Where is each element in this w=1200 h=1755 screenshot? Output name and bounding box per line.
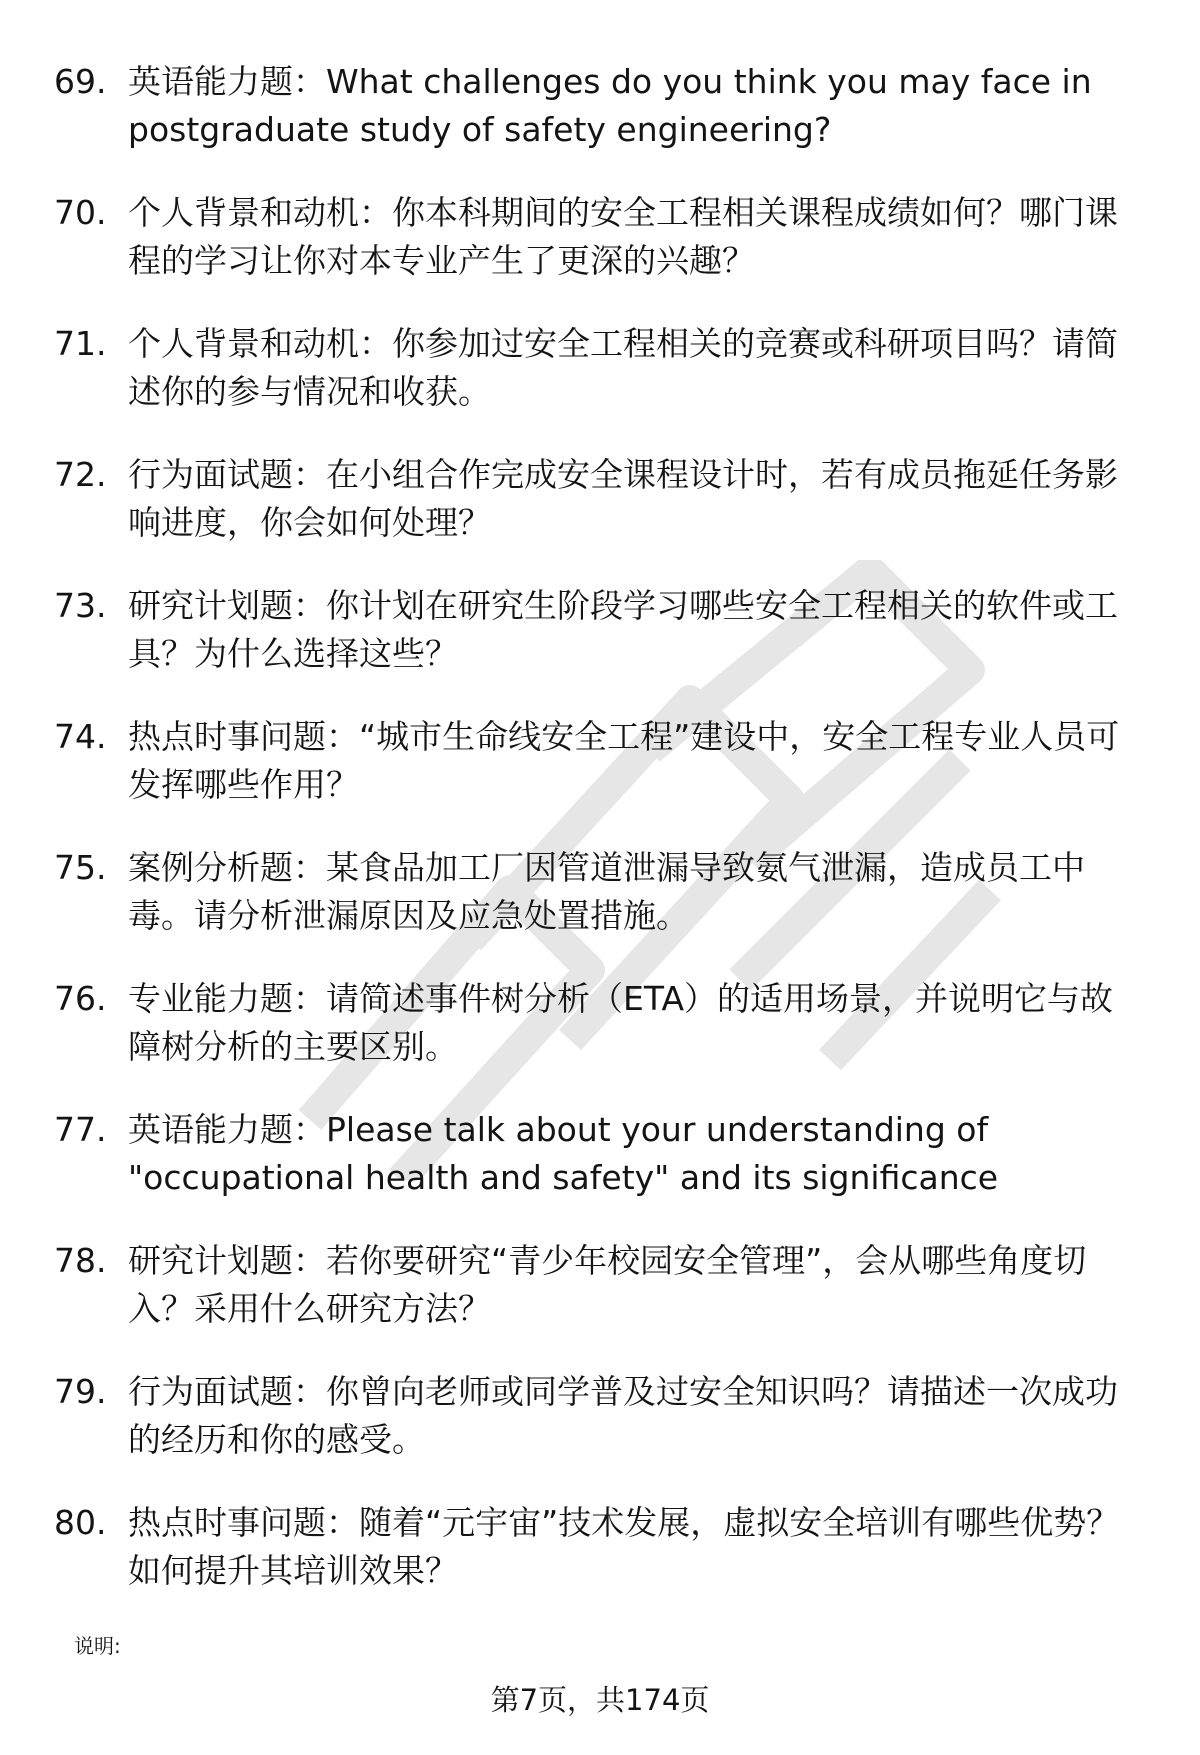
question-category: 行为面试题 ：: [128, 1372, 326, 1411]
question-category: 热点时事问题 ：: [128, 717, 359, 756]
question-text: [128, 844, 1144, 940]
question-text: [128, 58, 1144, 154]
question-number: 76.: [54, 979, 107, 1018]
question-text: [128, 1368, 1144, 1464]
question-item: [54, 189, 1144, 320]
question-number: 71.: [54, 324, 107, 363]
question-item: [54, 713, 1144, 844]
question-item: [54, 1368, 1144, 1499]
question-text: [128, 713, 1144, 809]
question-item: [54, 320, 1144, 451]
question-number: 80.: [54, 1503, 107, 1542]
question-item: [54, 58, 1144, 189]
question-category: 热点时事问题 ：: [128, 1503, 359, 1542]
page-number: 第7页，共174页: [490, 1683, 710, 1717]
question-item: [54, 1106, 1144, 1237]
question-item: [54, 451, 1144, 582]
question-item: [54, 1237, 1144, 1368]
question-item: [54, 975, 1144, 1106]
question-category: 个人背景和动机 ：: [128, 193, 392, 232]
question-body: 某食品加工厂因管道泄漏导致氨气泄漏，造成员工中毒。请分析泄漏原因及应急处置措施。: [128, 848, 1085, 935]
question-body: 若你要研究“青少年校园安全管理”，会从哪些角度切入？采用什么研究方法？: [128, 1241, 1087, 1328]
question-item: [54, 582, 1144, 713]
question-item: [54, 844, 1144, 975]
question-text: [128, 189, 1144, 285]
question-number: 70.: [54, 193, 107, 232]
question-body: “城市生命线安全工程”建设中，安全工程专业人员可发挥哪些作用？: [128, 717, 1120, 804]
question-text: [128, 1237, 1144, 1333]
question-body: 在小组合作完成安全课程设计时，若有成员拖延任务影响进度，你会如何处理？: [128, 455, 1118, 542]
question-number: 73.: [54, 586, 107, 625]
question-number: 77.: [54, 1110, 107, 1149]
question-body: 随着“元宇宙”技术发展，虚拟安全培训有哪些优势？如何提升其培训效果？: [128, 1503, 1120, 1590]
question-text: [128, 582, 1144, 678]
question-text: [128, 1106, 1144, 1202]
question-category: 研究计划题 ：: [128, 586, 326, 625]
question-number: 78.: [54, 1241, 107, 1280]
question-number: 74.: [54, 717, 107, 756]
question-body: What challenges do you think you may face in postgraduate study of safety engineering?: [128, 62, 1092, 149]
question-text: [128, 320, 1144, 416]
question-category: 专业能力题 ：: [128, 979, 326, 1018]
question-text: [128, 1499, 1144, 1595]
question-list: [54, 58, 1144, 1630]
question-category: 案例分析题 ：: [128, 848, 326, 887]
question-text: [128, 451, 1144, 547]
question-number: 72.: [54, 455, 107, 494]
question-body: 你本科期间的安全工程相关课程成绩如何？哪门课程的学习让你对本专业产生了更深的兴趣？: [128, 193, 1118, 280]
question-body: 你计划在研究生阶段学习哪些安全工程相关的软件或工具？为什么选择这些？: [128, 586, 1118, 673]
footer-note: 说明:: [74, 1634, 121, 1658]
question-text: [128, 975, 1144, 1071]
question-category: 个人背景和动机 ：: [128, 324, 392, 363]
question-category: 研究计划题 ：: [128, 1241, 326, 1280]
question-category: 英语能力题 ：: [128, 62, 326, 101]
question-body: 请简述事件树分析（ETA）的适用场景，并说明它与故障树分析的主要区别。: [128, 979, 1114, 1066]
question-body: Please talk about your understanding of "occupational health and safety" and its significance: [128, 1110, 999, 1197]
question-number: 75.: [54, 848, 107, 887]
question-category: 英语能力题 ：: [128, 1110, 326, 1149]
question-item: [54, 1499, 1144, 1630]
question-body: 你参加过安全工程相关的竞赛或科研项目吗？请简述你的参与情况和收获。: [128, 324, 1118, 411]
question-number: 69.: [54, 62, 107, 101]
question-category: 行为面试题 ：: [128, 455, 326, 494]
question-number: 79.: [54, 1372, 107, 1411]
question-body: 你曾向老师或同学普及过安全知识吗？请描述一次成功的经历和你的感受。: [128, 1372, 1118, 1459]
